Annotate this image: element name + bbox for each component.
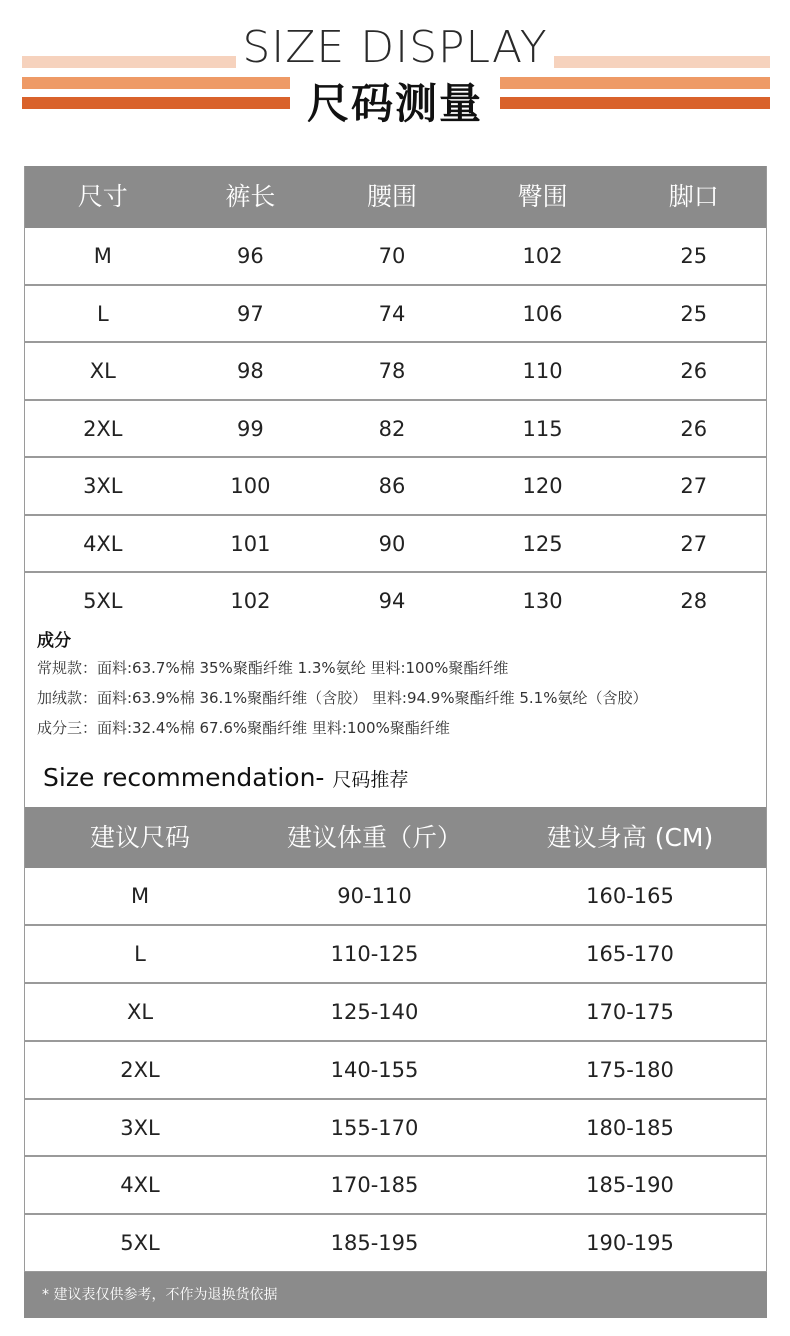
cell-hip: 110 xyxy=(522,359,563,383)
title-english: SIZE DISPLAY xyxy=(0,22,790,73)
header-waist: 腰围 xyxy=(367,182,418,211)
cell-waist: 82 xyxy=(378,416,406,441)
composition-third: 成分三：面料:32.4%棉 67.6%聚酯纤维 里料:100%聚酯纤维 xyxy=(37,719,450,737)
header-pants-length: 裤长 xyxy=(225,182,276,211)
cell-waist: 90 xyxy=(378,531,406,556)
cell-height: 185-190 xyxy=(586,1173,674,1198)
cell-size: 5XL xyxy=(120,1231,160,1256)
composition-title: 成分 xyxy=(37,631,71,651)
table-row xyxy=(25,984,766,1042)
cell-waist: 86 xyxy=(378,474,406,498)
cell-size: 5XL xyxy=(83,589,123,613)
header-recommended-height: 建议身高 (CM) xyxy=(546,823,714,852)
recommendation-heading xyxy=(43,763,408,792)
table-row xyxy=(25,286,766,344)
cell-height: 175-180 xyxy=(586,1057,674,1082)
cell-size: XL xyxy=(89,359,116,383)
cell-size: 4XL xyxy=(120,1173,160,1198)
cell-size: L xyxy=(96,301,109,326)
size-measurement-table xyxy=(24,166,767,631)
cell-leg-opening: 25 xyxy=(680,244,708,268)
size-recommendation-table xyxy=(24,807,767,1273)
cell-weight: 90-110 xyxy=(337,884,412,908)
cell-hip: 120 xyxy=(522,474,563,498)
cell-pants-length: 96 xyxy=(237,244,264,268)
recommendation-heading-cn: 尺码推荐 xyxy=(332,769,409,791)
cell-hip: 125 xyxy=(522,531,563,556)
cell-weight: 155-170 xyxy=(330,1115,419,1140)
cell-size: 4XL xyxy=(83,531,123,556)
cell-weight: 125-140 xyxy=(330,999,419,1024)
cell-size: XL xyxy=(126,999,154,1024)
table-row xyxy=(25,228,766,286)
cell-pants-length: 99 xyxy=(237,416,264,441)
cell-size: 3XL xyxy=(83,474,123,498)
cell-size: 3XL xyxy=(120,1115,160,1140)
cell-height: 165-170 xyxy=(586,941,674,966)
composition-regular: 常规款：面料:63.7%棉 35%聚酯纤维 1.3%氨纶 里料:100%聚酯纤维 xyxy=(37,659,509,677)
recommendation-table-header xyxy=(25,807,766,868)
composition-fleece: 加绒款：面料:63.9%棉 36.1%聚酯纤维（含胶） 里料:94.9%聚酯纤维 5.1%氨纶（含胶） xyxy=(37,689,648,707)
cell-weight: 185-195 xyxy=(330,1231,419,1256)
cell-leg-opening: 28 xyxy=(680,589,708,613)
cell-pants-length: 97 xyxy=(237,301,264,326)
header-leg-opening: 脚口 xyxy=(668,182,719,211)
table-row xyxy=(25,1100,766,1158)
header-recommended-size: 建议尺码 xyxy=(89,823,190,852)
cell-height: 160-165 xyxy=(586,884,674,908)
cell-waist: 70 xyxy=(378,244,406,268)
disclaimer-footer: * 建议表仅供参考，不作为退换货依据 xyxy=(24,1272,767,1318)
cell-waist: 74 xyxy=(378,301,406,326)
recommendation-heading-en: Size recommendation- xyxy=(43,763,325,792)
table-row xyxy=(25,458,766,516)
title-chinese: 尺码测量 xyxy=(290,74,500,134)
cell-leg-opening: 25 xyxy=(680,301,708,326)
cell-weight: 140-155 xyxy=(330,1057,419,1082)
cell-hip: 102 xyxy=(522,244,563,268)
table-row xyxy=(25,1157,766,1215)
cell-weight: 170-185 xyxy=(330,1173,419,1198)
size-table-header xyxy=(25,166,766,228)
cell-size: L xyxy=(134,941,146,966)
cell-leg-opening: 27 xyxy=(680,531,708,556)
cell-hip: 106 xyxy=(522,301,563,326)
cell-leg-opening: 26 xyxy=(680,416,708,441)
cell-size: 2XL xyxy=(83,416,123,441)
cell-weight: 110-125 xyxy=(330,941,419,966)
cell-leg-opening: 26 xyxy=(680,359,708,383)
header-size: 尺寸 xyxy=(77,182,128,211)
table-row xyxy=(25,1215,766,1273)
cell-height: 180-185 xyxy=(586,1115,674,1140)
cell-size: 2XL xyxy=(120,1057,160,1082)
cell-pants-length: 102 xyxy=(230,589,271,613)
table-row xyxy=(25,1042,766,1100)
header-recommended-weight: 建议体重（斤） xyxy=(286,823,462,852)
cell-height: 190-195 xyxy=(586,1231,674,1256)
cell-hip: 130 xyxy=(522,589,563,613)
cell-size: M xyxy=(130,884,150,908)
cell-height: 170-175 xyxy=(586,999,674,1024)
cell-pants-length: 101 xyxy=(230,531,271,556)
cell-size: M xyxy=(93,244,112,268)
table-row xyxy=(25,926,766,984)
cell-pants-length: 98 xyxy=(237,359,264,383)
cell-waist: 78 xyxy=(378,359,406,383)
header-hip: 臀围 xyxy=(517,182,568,211)
table-row xyxy=(25,868,766,926)
table-row xyxy=(25,516,766,574)
table-row xyxy=(25,343,766,401)
cell-waist: 94 xyxy=(378,589,406,613)
cell-hip: 115 xyxy=(522,416,563,441)
table-row xyxy=(25,573,766,631)
page-header xyxy=(0,0,790,150)
cell-pants-length: 100 xyxy=(230,474,271,498)
table-row xyxy=(25,401,766,459)
composition-section xyxy=(24,627,767,807)
cell-leg-opening: 27 xyxy=(680,474,708,498)
